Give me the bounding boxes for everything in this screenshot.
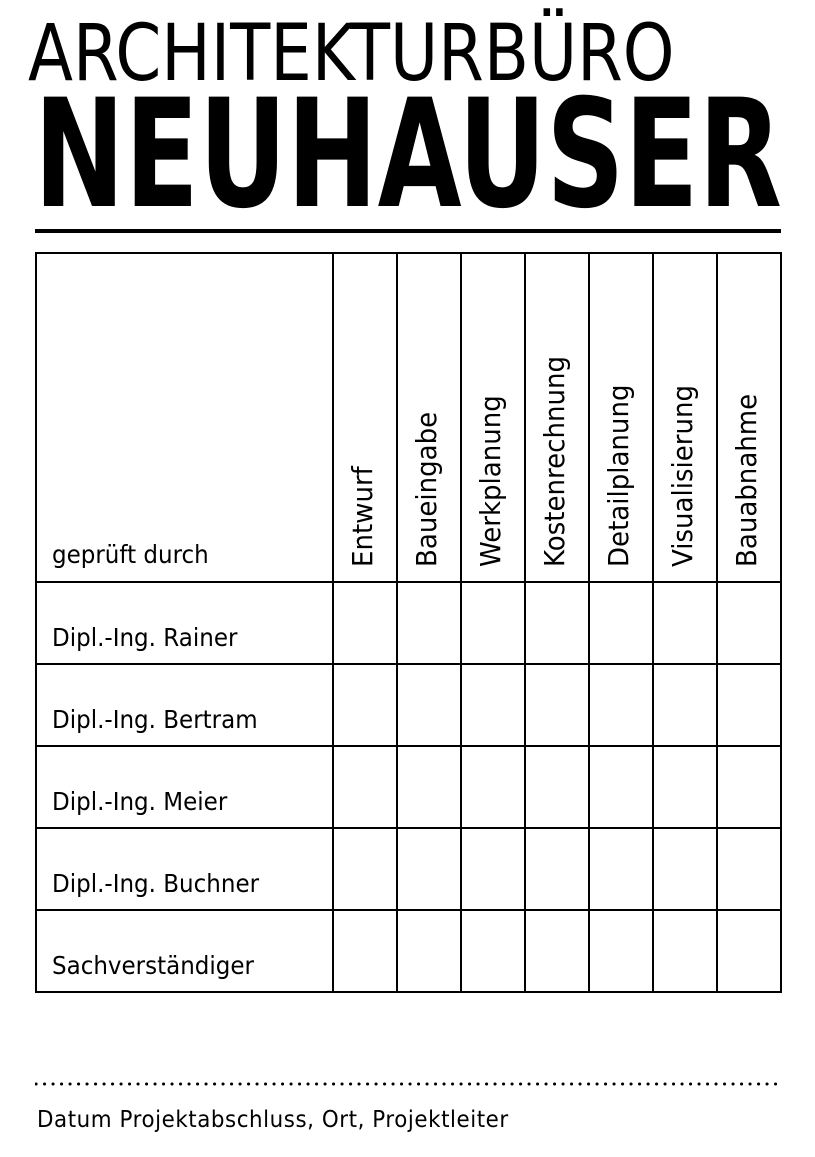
sign-off-cell[interactable] (399, 748, 460, 827)
sign-off-cell[interactable] (719, 666, 780, 745)
sign-off-cell[interactable] (655, 912, 716, 991)
sign-off-cell[interactable] (655, 830, 716, 909)
sign-off-cell[interactable] (335, 666, 396, 745)
sign-off-cell[interactable] (655, 748, 716, 827)
office-title: ARCHITEKTURBÜRO (28, 9, 675, 99)
sign-off-cell[interactable] (591, 748, 652, 827)
sign-off-cell[interactable] (591, 666, 652, 745)
column-header-werkplanung: Werkplanung (474, 395, 507, 567)
row-label-rainer: Dipl.-Ing. Rainer (52, 623, 238, 652)
signature-line (35, 1081, 783, 1087)
column-header-entwurf: Entwurf (346, 466, 379, 567)
sign-off-cell[interactable] (719, 830, 780, 909)
sign-off-cell[interactable] (463, 748, 524, 827)
sign-off-cell[interactable] (335, 830, 396, 909)
sign-off-cell[interactable] (399, 830, 460, 909)
row-label-buchner: Dipl.-Ing. Buchner (52, 869, 260, 898)
row-label-sachverstaendiger: Sachverständiger (52, 951, 255, 980)
column-header-baueingabe: Baueingabe (410, 411, 443, 567)
sign-off-cell[interactable] (655, 584, 716, 663)
sign-off-cell[interactable] (463, 584, 524, 663)
sign-off-cell[interactable] (335, 584, 396, 663)
sign-off-cell[interactable] (527, 748, 588, 827)
sign-off-cell[interactable] (591, 584, 652, 663)
corner-label: geprüft durch (52, 540, 209, 569)
sign-off-cell[interactable] (527, 584, 588, 663)
sign-off-cell[interactable] (591, 912, 652, 991)
row-label-bertram: Dipl.-Ing. Bertram (52, 705, 258, 734)
row-label-meier: Dipl.-Ing. Meier (52, 787, 228, 816)
sign-off-cell[interactable] (399, 666, 460, 745)
sign-off-cell[interactable] (463, 912, 524, 991)
sign-off-cell[interactable] (527, 666, 588, 745)
sign-off-cell[interactable] (335, 912, 396, 991)
sign-off-cell[interactable] (655, 666, 716, 745)
sign-off-cell[interactable] (463, 666, 524, 745)
sign-off-cell[interactable] (719, 912, 780, 991)
column-header-bauabnahme: Bauabnahme (730, 393, 763, 567)
sign-off-cell[interactable] (719, 748, 780, 827)
sign-off-cell[interactable] (719, 584, 780, 663)
sign-off-cell[interactable] (463, 830, 524, 909)
sign-off-cell[interactable] (591, 830, 652, 909)
column-header-kostenrechnung: Kostenrechnung (538, 355, 571, 567)
sign-off-cell[interactable] (399, 584, 460, 663)
signature-label: Datum Projektabschluss, Ort, Projektleiter (37, 1107, 509, 1133)
column-header-detailplanung: Detailplanung (602, 384, 635, 567)
column-header-visualisierung: Visualisierung (666, 384, 699, 567)
sign-off-cell[interactable] (399, 912, 460, 991)
sign-off-cell[interactable] (527, 912, 588, 991)
office-name-text: NEUHAUSER (34, 93, 782, 213)
sign-off-cell[interactable] (335, 748, 396, 827)
sign-off-cell[interactable] (527, 830, 588, 909)
